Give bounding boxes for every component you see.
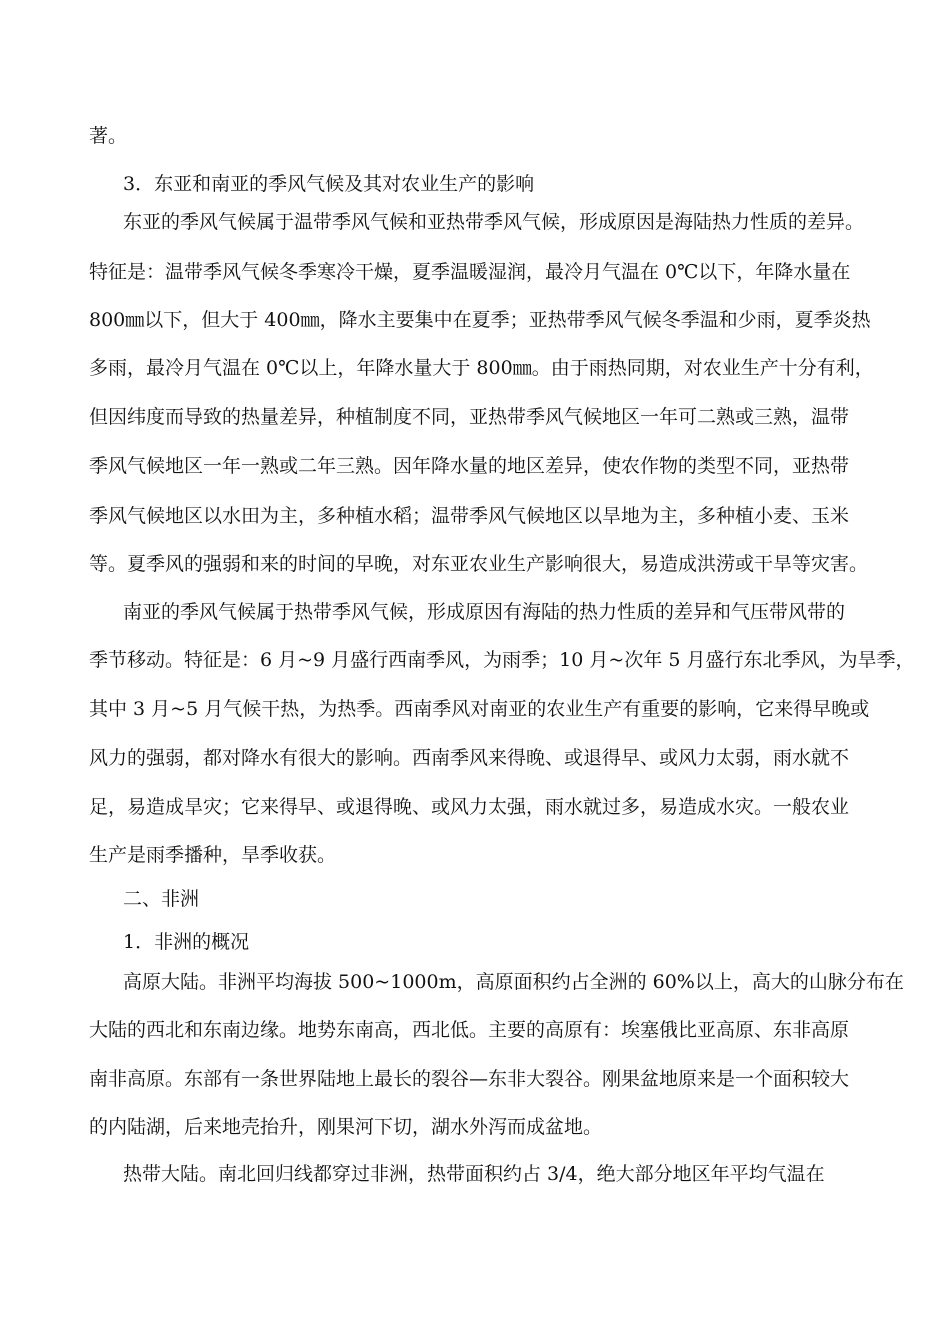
text-line: 足，易造成旱灾；它来得早、或退得晚、或风力太强，雨水就过多，易造成水灾。一般农业 [89,796,850,818]
text-line: 高原大陆。非洲平均海拔 500~1000m，高原面积约占全洲的 60%以上，高大的山脉分布在 [123,971,904,993]
text-line: 800㎜以下，但大于 400㎜，降水主要集中在夏季；亚热带季风气候冬季温和少雨，夏季炎热 [89,309,871,331]
section-heading: 1．非洲的概况 [123,931,250,953]
section-heading: 3．东亚和南亚的季风气候及其对农业生产的影响 [123,173,535,195]
text-line: 多雨，最冷月气温在 0℃以上，年降水量大于 800㎜。由于雨热同期，对农业生产十分有利， [89,357,874,379]
text-line: 热带大陆。南北回归线都穿过非洲，热带面积约占 3/4，绝大部分地区年平均气温在 [123,1163,825,1185]
text-line: 南非高原。东部有一条世界陆地上最长的裂谷—东非大裂谷。刚果盆地原来是一个面积较大 [89,1068,850,1090]
text-line: 季风气候地区一年一熟或二年三熟。因年降水量的地区差异，使农作物的类型不同，亚热带 [89,455,850,477]
text-line: 等。夏季风的强弱和来的时间的早晚，对东亚农业生产影响很大，易造成洪涝或干旱等灾害。 [89,553,869,575]
text-line: 著。 [89,125,128,147]
text-line: 季风气候地区以水田为主，多种植水稻；温带季风气候地区以旱地为主，多种植小麦、玉米 [89,505,850,527]
text-line: 东亚的季风气候属于温带季风气候和亚热带季风气候，形成原因是海陆热力性质的差异。 [123,211,865,233]
text-line: 生产是雨季播种，旱季收获。 [89,844,337,866]
text-line: 特征是：温带季风气候冬季寒冷干燥，夏季温暖湿润，最冷月气温在 0℃以下，年降水量在 [89,261,851,283]
text-line: 但因纬度而导致的热量差异，种植制度不同，亚热带季风气候地区一年可二熟或三熟，温带 [89,406,850,428]
text-line: 风力的强弱，都对降水有很大的影响。西南季风来得晚、或退得早、或风力太弱，雨水就不 [89,747,850,769]
text-line: 南亚的季风气候属于热带季风气候，形成原因有海陆的热力性质的差异和气压带风带的 [123,601,846,623]
text-line: 大陆的西北和东南边缘。地势东南高，西北低。主要的高原有：埃塞俄比亚高原、东非高原 [89,1019,850,1041]
text-line: 季节移动。特征是：6 月~9 月盛行西南季风，为雨季；10 月~次年 5 月盛行东北季风，为旱季， [89,649,915,671]
text-line: 的内陆湖，后来地壳抬升，刚果河下切，湖水外泻而成盆地。 [89,1116,603,1138]
section-heading: 二、非洲 [123,888,200,910]
text-line: 其中 3 月~5 月气候干热，为热季。西南季风对南亚的农业生产有重要的影响，它来得早晚或 [89,698,870,720]
